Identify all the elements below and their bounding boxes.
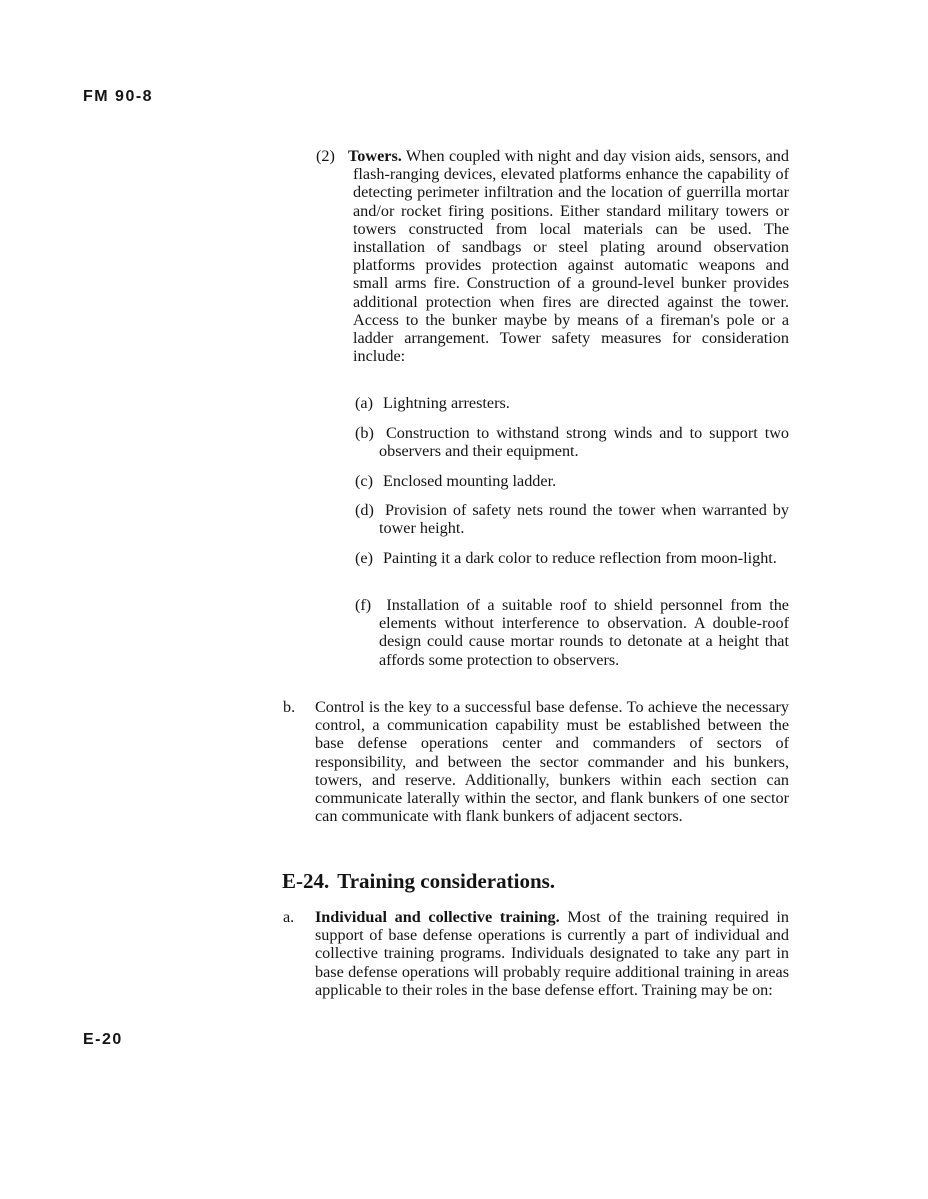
control-body: Control is the key to a successful base defense. To achieve the necessary control, a communication capability must be established between the base defense operations center and commanders of sectors of responsibility, and between the sector commander and his bunkers, towers, and reserve. Additionally, bunkers within each section can communicate laterally within the sector, and flank bunkers of one sector can communicate with flank bunkers of adjacent sectors.: [315, 698, 789, 826]
safety-item-text: Enclosed mounting ladder.: [383, 472, 557, 490]
section-number: E-24.: [282, 869, 330, 893]
control-paragraph: [283, 698, 789, 825]
training-body: Most of the training required in support of base defense operations is currently a part of individual and collective training programs. Individuals designated to take any part in base defense operations will probably require additional training in areas applicable to their roles in the base defense effort. Training may be on:: [315, 908, 789, 999]
safety-item-e: [355, 549, 789, 567]
section-title: Training considerations.: [337, 869, 556, 893]
towers-body: When coupled with night and day vision aids, sensors, and flash-ranging devices, elevated platforms enhance the capability of detecting perimeter infiltration and the location of guerrilla mortar and/or rocket firing positions. Either standard military towers or towers constructed from local materials can be used. The installation of sandbags or steel plating around observation platforms provides protection against automatic weapons and small arms fire. Construction of a ground-level bunker provides additional protection when fires are directed against the tower. Access to the bunker maybe by means of a fireman's pole or a ladder arrangement. Tower safety measures for consideration include:: [353, 147, 789, 366]
safety-item-label: (f): [355, 596, 372, 614]
safety-item-text: Lightning arresters.: [383, 394, 510, 412]
towers-label: (2): [316, 147, 335, 165]
towers-paragraph: [316, 147, 789, 365]
page-number-footer: E-20: [83, 1031, 123, 1048]
safety-item-text: Installation of a suitable roof to shield personnel from the elements without interference to observation. A double-roof design could cause mortar rounds to detonate at a height that affords some protection to observers.: [379, 596, 789, 669]
safety-item-b: [355, 424, 789, 460]
safety-item-c: [355, 472, 789, 490]
safety-item-a: [355, 394, 789, 412]
safety-item-label: (d): [355, 501, 374, 519]
training-title: Individual and collective training.: [315, 908, 560, 926]
safety-item-label: (e): [355, 549, 373, 567]
training-label: a.: [283, 908, 295, 926]
training-paragraph: [283, 908, 789, 999]
safety-item-text: Provision of safety nets round the tower when warranted by tower height.: [379, 501, 789, 538]
safety-item-label: (c): [355, 472, 373, 490]
document-id-header: FM 90-8: [83, 88, 154, 105]
section-heading: [282, 869, 555, 894]
safety-item-label: (a): [355, 394, 373, 412]
safety-item-text: Painting it a dark color to reduce reflection from moon-light.: [383, 549, 777, 567]
safety-item-label: (b): [355, 424, 374, 442]
control-label: b.: [283, 698, 296, 716]
towers-title: Towers.: [348, 147, 402, 165]
safety-item-text: Construction to withstand strong winds and to support two observers and their equipment.: [379, 424, 790, 461]
safety-item-f: [355, 596, 789, 669]
safety-item-d: [355, 501, 789, 537]
